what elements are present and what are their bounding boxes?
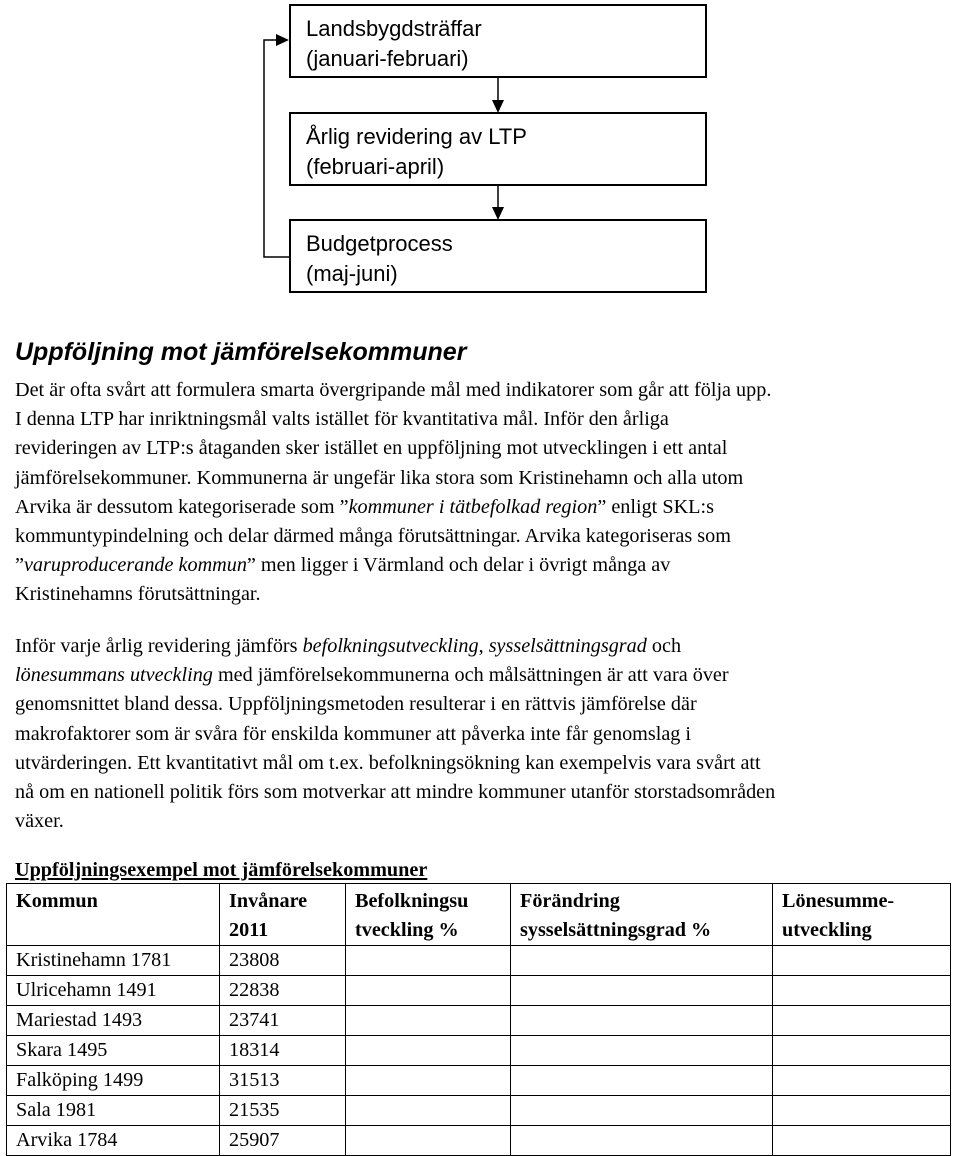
header-befolkningsutveckling: Befolkningsu tveckling % [346, 884, 511, 946]
cell-kommun: Sala 1981 [7, 1096, 220, 1126]
cell-empty [346, 1096, 511, 1126]
comparison-table [6, 883, 951, 1156]
cell-empty [346, 1126, 511, 1156]
cell-empty [346, 946, 511, 976]
cell-empty [511, 946, 773, 976]
cell-invanare: 23741 [220, 1006, 346, 1036]
cell-kommun: Kristinehamn 1781 [7, 946, 220, 976]
flow-box-period: (maj-juni) [306, 261, 398, 286]
cell-empty [346, 1036, 511, 1066]
text-run: med jämförelsekommunerna och målsättningen är att vara över [212, 664, 729, 687]
table-row [7, 946, 951, 976]
table-title: Uppföljningsexempel mot jämförelsekommuner [15, 859, 428, 881]
table-row [7, 1066, 951, 1096]
table-row [7, 1036, 951, 1066]
cell-kommun: Ulricehamn 1491 [7, 976, 220, 1006]
text-line: Kristinehamns förutsättningar. [15, 583, 261, 606]
flow-box-period: (januari-februari) [306, 46, 469, 71]
text-line [15, 661, 950, 690]
text-line: kommuntypindelning och delar därmed många förutsättningar. Arvika kategoriseras som [15, 525, 731, 548]
header-kommun: Kommun [7, 884, 220, 946]
flow-box-title: Budgetprocess [306, 231, 453, 256]
text-run: ” [15, 554, 24, 577]
text-line: genomsnittet bland dessa. Uppföljningsmetoden resulterar i en rättvis jämförelse där [15, 693, 697, 716]
cell-invanare: 25907 [220, 1126, 346, 1156]
emphasis-text: sysselsättningsgrad [488, 635, 647, 657]
cell-empty [773, 1006, 951, 1036]
text-run: ” enligt SKL:s [597, 495, 714, 518]
flow-box-budgetprocess [289, 219, 707, 293]
header-lonesummeutveckling: Lönesumme-utveckling [773, 884, 951, 946]
cell-invanare: 21535 [220, 1096, 346, 1126]
text-line: makrofaktorer som är svåra för enskilda kommuner att påverka inte får genomslag i [15, 722, 692, 745]
emphasis-text: lönesummans utveckling [15, 664, 213, 687]
cell-empty [511, 976, 773, 1006]
text-line [15, 632, 950, 661]
emphasis-text: varuproducerande kommun [23, 554, 247, 577]
text-line [15, 493, 950, 522]
cell-kommun: Mariestad 1493 [7, 1006, 220, 1036]
table-row [7, 976, 951, 1006]
cell-empty [511, 1126, 773, 1156]
text-line: jämförelsekommuner. Kommunerna är ungefär lika stora som Kristinehamn och alla utom [15, 466, 744, 489]
text-run: och [646, 635, 682, 657]
cell-kommun: Arvika 1784 [7, 1126, 220, 1156]
text-run: , [478, 635, 489, 657]
cell-empty [511, 1036, 773, 1066]
text-line: nå om en nationell politik förs som motverkar att mindre kommuner utanför storstadsområden [15, 781, 776, 804]
cell-empty [511, 1066, 773, 1096]
table-row [7, 1126, 951, 1156]
flow-box-landsbygdstraffar [289, 4, 707, 78]
cell-invanare: 22838 [220, 976, 346, 1006]
emphasis-text: kommuner i tätbefolkad region [348, 495, 598, 518]
text-run: Inför varje årlig revidering jämförs [15, 635, 303, 657]
paragraph-intro [15, 376, 950, 610]
cell-empty [511, 1006, 773, 1036]
table-header-row [7, 884, 951, 946]
text-line: revideringen av LTP:s åtaganden sker istället en uppföljning mot utvecklingen i ett antal [15, 437, 728, 460]
text-line [15, 551, 950, 580]
header-sysselsattningsgrad: Förändring sysselsättningsgrad % [511, 884, 773, 946]
table-row [7, 1006, 951, 1036]
flow-box-title: Landsbygdsträffar [306, 16, 482, 41]
cell-kommun: Skara 1495 [7, 1036, 220, 1066]
cell-empty [346, 976, 511, 1006]
cell-empty [346, 1006, 511, 1036]
cell-empty [346, 1066, 511, 1096]
flow-box-period: (februari-april) [306, 154, 445, 179]
cell-empty [773, 1066, 951, 1096]
text-run: ” men ligger i Värmland och delar i övrigt många av [246, 554, 671, 577]
text-run: Arvika är dessutom kategoriserade som ” [15, 495, 349, 518]
feedback-arrowhead [276, 34, 289, 46]
table-row [7, 1096, 951, 1126]
cell-invanare: 23808 [220, 946, 346, 976]
text-line: Det är ofta svårt att formulera smarta övergripande mål med indikatorer som går att följa upp. [15, 379, 772, 401]
feedback-loop-connector [264, 40, 289, 257]
header-invanare: Invånare 2011 [220, 884, 346, 946]
cell-kommun: Falköping 1499 [7, 1066, 220, 1096]
section-heading: Uppföljning mot jämförelsekommuner [15, 338, 467, 366]
cell-empty [773, 1096, 951, 1126]
cell-empty [773, 946, 951, 976]
flow-box-revidering-ltp [289, 112, 707, 186]
cell-invanare: 31513 [220, 1066, 346, 1096]
text-line: utvärderingen. Ett kvantitativt mål om t.ex. befolkningsökning kan exempelvis vara svårt att [15, 751, 761, 774]
emphasis-text: befolkningsutveckling [302, 635, 479, 657]
text-line: växer. [15, 810, 64, 833]
flow-box-title: Årlig revidering av LTP [306, 124, 527, 149]
cell-empty [773, 976, 951, 1006]
cell-empty [511, 1096, 773, 1126]
text-line: I denna LTP har inriktningsmål valts istället för kvantitativa mål. Inför den årliga [15, 408, 669, 431]
paragraph-method [15, 632, 950, 836]
cell-empty [773, 1036, 951, 1066]
cell-invanare: 18314 [220, 1036, 346, 1066]
cell-empty [773, 1126, 951, 1156]
